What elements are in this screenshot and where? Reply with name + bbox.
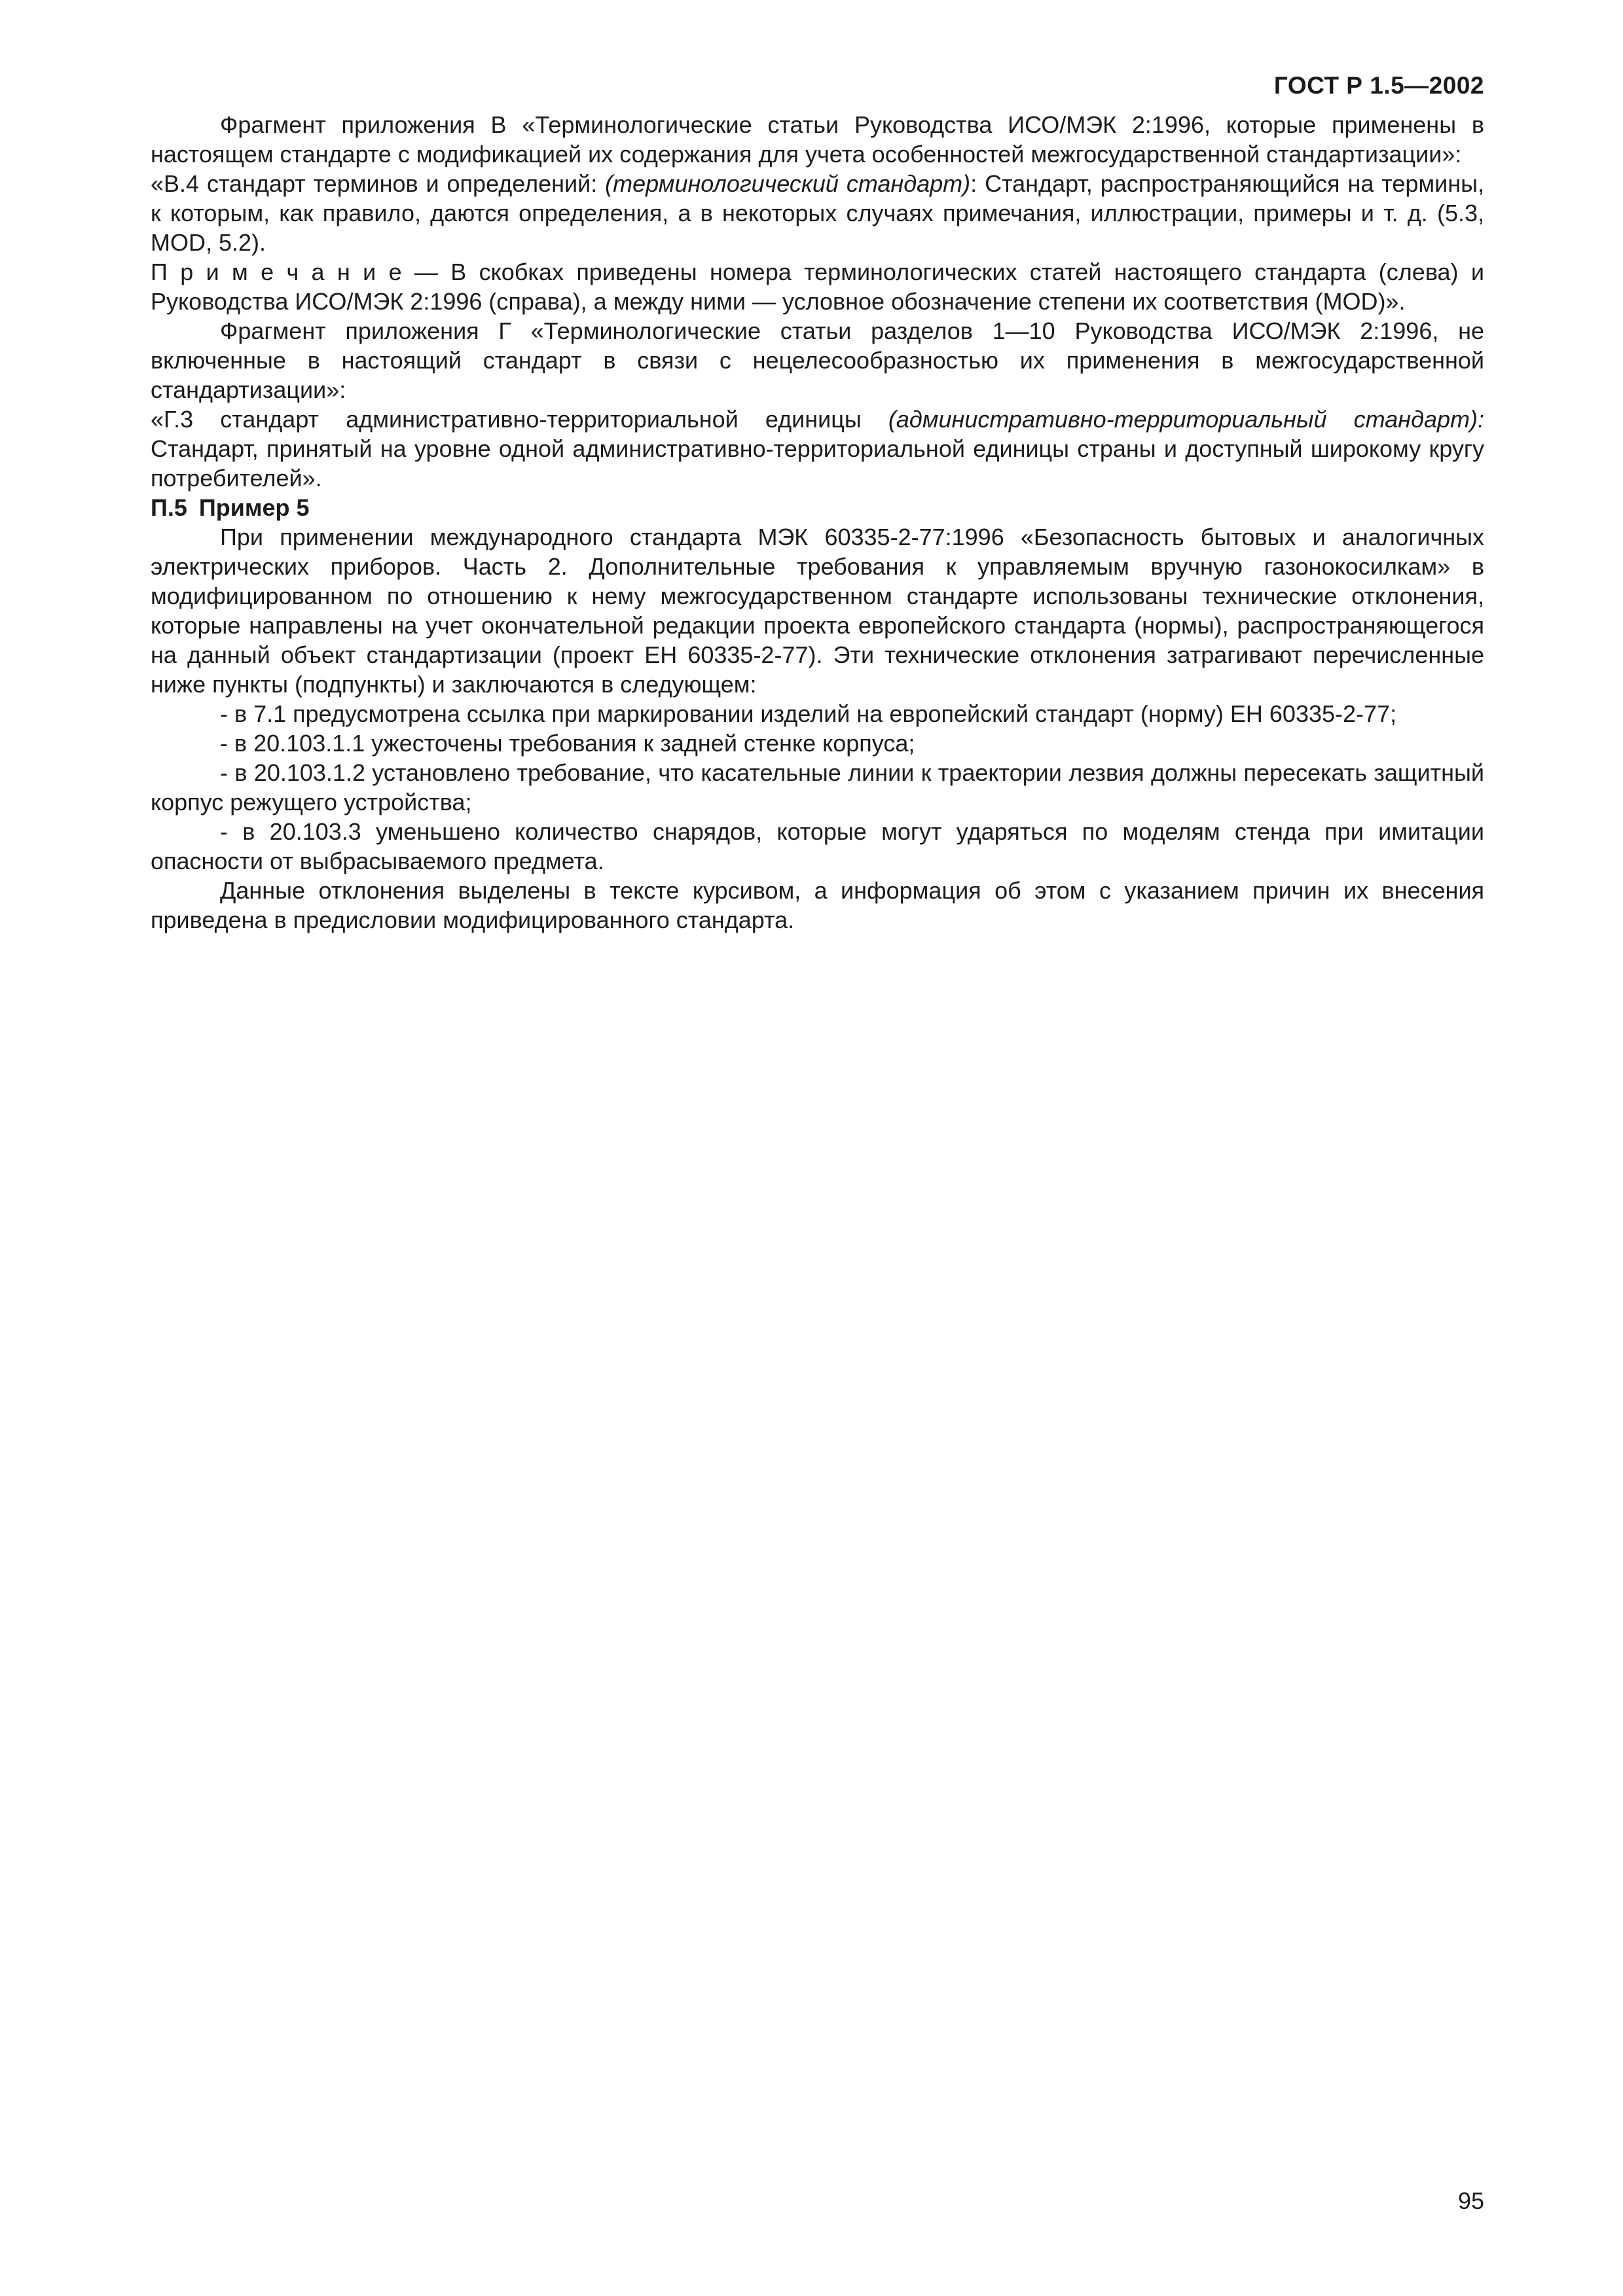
article-b4-term-italic: (терминологический стандарт) [605, 170, 971, 197]
article-g3-paragraph [151, 404, 1484, 493]
article-b4-paragraph [151, 169, 1484, 257]
example-intro-paragraph: При применении международного стандарта МЭК 60335-2-77:1996 «Безопасность бытовых и аналогичных электрических приборов. Часть 2. Дополнительные требования к управляемым вручную газонокосилкам» в модифицированном по отношению к нему межгосударственном стандарте использованы технические отклонения, которые направлены на учет окончательной редакции проекта европейского стандарта (нормы), распространяющегося на данный объект стандартизации (проект ЕН 60335-2-77). Эти технические отклонения затрагивают перечисленные ниже пункты (подпункты) и заключаются в следующем: [151, 524, 1484, 698]
closing-paragraph: Данные отклонения выделены в тексте курсивом, а информация об этом с указанием причин их внесения приведена в предисловии модифицированного стандарта. [151, 877, 1484, 933]
fragment-b-intro-paragraph: Фрагмент приложения В «Терминологические статьи Руководства ИСО/МЭК 2:1996, которые применены в настоящем стандарте с модификацией их содержания для учета особенностей межгосударственной стандартизации»: [151, 111, 1484, 168]
deviation-item-1: - в 7.1 предусмотрена ссылка при маркировании изделий на европейский стандарт (норму) ЕН 60335-2-77; [220, 700, 1397, 727]
fragment-g-intro-paragraph: Фрагмент приложения Г «Терминологические статьи разделов 1—10 Руководства ИСО/МЭК 2:1996, не включенные в настоящий стандарт в связи с нецелесообразностью их применения в межгосударственной стандартизации»: [151, 317, 1484, 403]
section-heading-p5: П.5 Пример 5 [151, 494, 310, 521]
article-b4-lead: «В.4 стандарт терминов и определений: [151, 170, 606, 197]
note-paragraph: П р и м е ч а н и е — В скобках приведены номера терминологических статей настоящего стандарта (слева) и Руководства ИСО/МЭК 2:1996 (справа), а между ними — условное обозначение степени их соответствия (MOD)». [151, 259, 1484, 315]
deviation-item-4: - в 20.103.3 уменьшено количество снарядов, которые могут ударяться по моделям стенда при имитации опасности от выбрасываемого предмета. [151, 818, 1484, 874]
article-g3-definition: Стандарт, принятый на уровне одной административно-территориальной единицы страны и доступный широкому кругу потребителей». [151, 435, 1484, 492]
deviation-item-3: - в 20.103.1.2 установлено требование, что касательные линии к траектории лезвия должны пересекать защитный корпус режущего устройства; [151, 759, 1484, 816]
doc-code-header: ГОСТ Р 1.5—2002 [1273, 72, 1484, 99]
page-content [151, 110, 1484, 935]
deviation-item-2: - в 20.103.1.1 ужесточены требования к задней стенке корпуса; [220, 730, 915, 757]
page-number: 95 [1457, 2187, 1484, 2214]
article-g3-term-italic: (административно-территориальный стандарт): [888, 406, 1484, 433]
article-b4-definition: : Стандарт, распространяющийся на термины, к которым, как правило, даются определения, а в некоторых случаях примечания, иллюстрации, примеры и т. д. (5.3, MOD, 5.2). [151, 170, 1485, 256]
article-g3-lead: «Г.3 стандарт административно-территориальной единицы [151, 406, 888, 433]
